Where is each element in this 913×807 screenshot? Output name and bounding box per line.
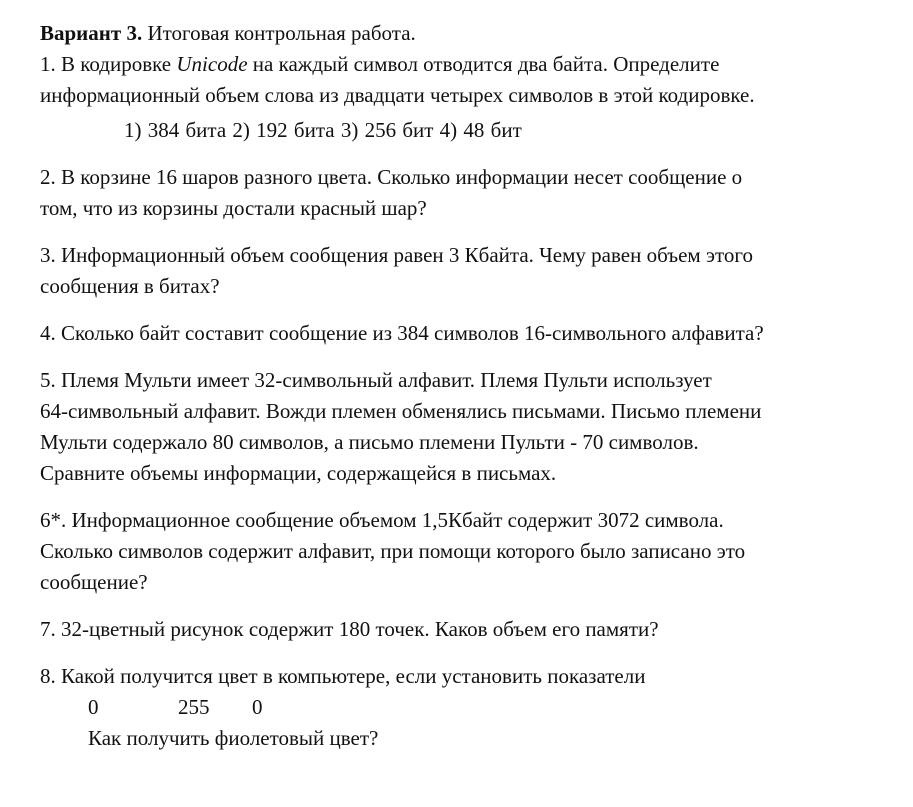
question-1-prefix: 1. В кодировке xyxy=(40,52,177,76)
question-5-line-4: Сравните объемы информации, содержащейся в письмах. xyxy=(40,461,557,485)
question-5-line-2: 64-символьный алфавит. Вожди племен обменялись письмами. Письмо племени xyxy=(40,399,762,423)
question-8-rgb-values xyxy=(40,692,900,723)
question-3-line-2: сообщения в битах? xyxy=(40,274,220,298)
question-6-line-1: 6*. Информационное сообщение объемом 1,5Кбайт содержит 3072 символа. xyxy=(40,508,724,532)
question-1-line-1 xyxy=(40,49,900,80)
worksheet-title: Итоговая контрольная работа. xyxy=(147,21,416,45)
question-1-term: Unicode xyxy=(176,52,248,76)
variant-label: Вариант 3. xyxy=(40,21,143,45)
question-8-line-3: Как получить фиолетовый цвет? xyxy=(88,726,379,750)
rgb-value-green: 255 xyxy=(178,695,210,719)
question-2-line-1: 2. В корзине 16 шаров разного цвета. Сколько информации несет сообщение о xyxy=(40,165,743,189)
question-1-options: 1) 384 бита 2) 192 бита 3) 256 бит 4) 48 бит xyxy=(124,118,522,142)
rgb-value-red: 0 xyxy=(88,695,99,719)
question-5-line-1: 5. Племя Мульти имеет 32-символьный алфавит. Племя Пульти использует xyxy=(40,368,712,392)
worksheet xyxy=(40,18,900,754)
question-6-line-2: Сколько символов содержит алфавит, при помощи которого было записано это xyxy=(40,539,746,563)
question-8-line-1: 8. Какой получится цвет в компьютере, если установить показатели xyxy=(40,664,646,688)
worksheet-header xyxy=(40,18,900,49)
question-1-rest: на каждый символ отводится два байта. Определите xyxy=(247,52,720,76)
question-2-line-2: том, что из корзины достали красный шар? xyxy=(40,196,427,220)
rgb-value-blue: 0 xyxy=(252,695,263,719)
question-3-line-1: 3. Информационный объем сообщения равен 3 Кбайта. Чему равен объем этого xyxy=(40,243,753,267)
question-1-line-2: информационный объем слова из двадцати четырех символов в этой кодировке. xyxy=(40,83,755,107)
question-5-line-3: Мульти содержало 80 символов, а письмо племени Пульти - 70 символов. xyxy=(40,430,699,454)
question-7-line-1: 7. 32-цветный рисунок содержит 180 точек. Каков объем его памяти? xyxy=(40,617,659,641)
question-6-line-3: сообщение? xyxy=(40,570,148,594)
question-4-line-1: 4. Сколько байт составит сообщение из 384 символов 16-символьного алфавита? xyxy=(40,321,764,345)
